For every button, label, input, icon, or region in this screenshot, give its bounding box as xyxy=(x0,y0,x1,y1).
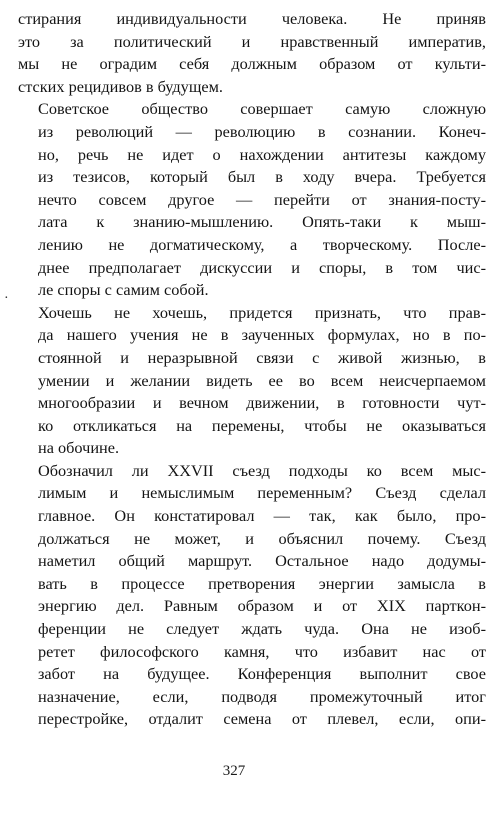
text-line: энергию дел. Равным образом и от XIX парткон- xyxy=(38,596,486,616)
page-text xyxy=(4,8,486,731)
text-line: забот на будущее. Конференция выполнит свое xyxy=(38,664,486,684)
text-line: Советское общество совершает самую сложную xyxy=(38,99,486,119)
paragraph xyxy=(18,98,486,301)
paragraph xyxy=(18,302,486,460)
text-line: перестройке, отдалит семена от плевел, если, опи- xyxy=(38,709,486,729)
text-line: лимым и немыслимым переменным? Съезд сделал xyxy=(38,483,486,503)
text-line: на обочине. xyxy=(38,438,120,458)
text-line: из революций — революцию в сознании. Конеч- xyxy=(38,121,486,141)
text-line: днее предполагает дискуссии и споры, в том чис- xyxy=(38,257,486,277)
text-line: ко откликаться на перемены, чтобы не оказываться xyxy=(38,415,486,435)
text-line: главное. Он констатировал — так, как было, про- xyxy=(38,506,486,526)
text-line: это за политический и нравственный императив, xyxy=(18,31,486,51)
text-line: мы не оградим себя должным образом от культи- xyxy=(18,54,486,74)
text-line: назначение, если, подводя промежуточный итог xyxy=(38,686,486,706)
text-line: нечто совсем другое — перейти от знания-посту- xyxy=(38,189,486,209)
text-line: Хочешь не хочешь, придется признать, что прав- xyxy=(38,302,486,322)
text-line: ретет философского камня, что избавит нас от xyxy=(38,641,486,661)
text-line: лата к знанию-мышлению. Опять-таки к мыш- xyxy=(38,212,486,232)
text-line: Обозначил ли XXVII съезд подходы ко всем мыс- xyxy=(38,460,486,480)
text-line: ле споры с самим собой. xyxy=(38,280,209,300)
text-line: лению не догматическому, а творческому. После- xyxy=(38,234,486,254)
paragraph xyxy=(18,460,486,731)
text-line: умении и желании видеть ее во всем неисчерпаемом xyxy=(38,370,486,390)
text-line: стоянной и неразрывной связи с живой жизнью, в xyxy=(38,347,486,367)
text-line: из тезисов, который был в ходу вчера. Требуется xyxy=(38,167,486,187)
text-line: наметил общий маршрут. Остальное надо додумы- xyxy=(38,551,486,571)
text-line: вать в процессе претворения энергии замысла в xyxy=(38,573,486,593)
text-line: ференции не следует ждать чуда. Она не изоб- xyxy=(38,619,486,639)
paragraph xyxy=(18,8,486,98)
text-line: многообразии и вечном движении, в готовности чут- xyxy=(38,393,486,413)
text-line: должаться не может, и объяснил почему. Съезд xyxy=(38,528,486,548)
text-line: но, речь не идет о нахождении антитезы каждому xyxy=(38,144,486,164)
page-number: 327 xyxy=(222,763,246,779)
text-body xyxy=(18,8,486,731)
text-line: стских рецидивов в будущем. xyxy=(18,76,223,96)
margin-mark: · xyxy=(4,291,9,306)
text-line: стирания индивидуальности человека. Не приняв xyxy=(18,9,486,28)
text-line: да нашего учения не в заученных формулах, но в по- xyxy=(38,325,486,345)
